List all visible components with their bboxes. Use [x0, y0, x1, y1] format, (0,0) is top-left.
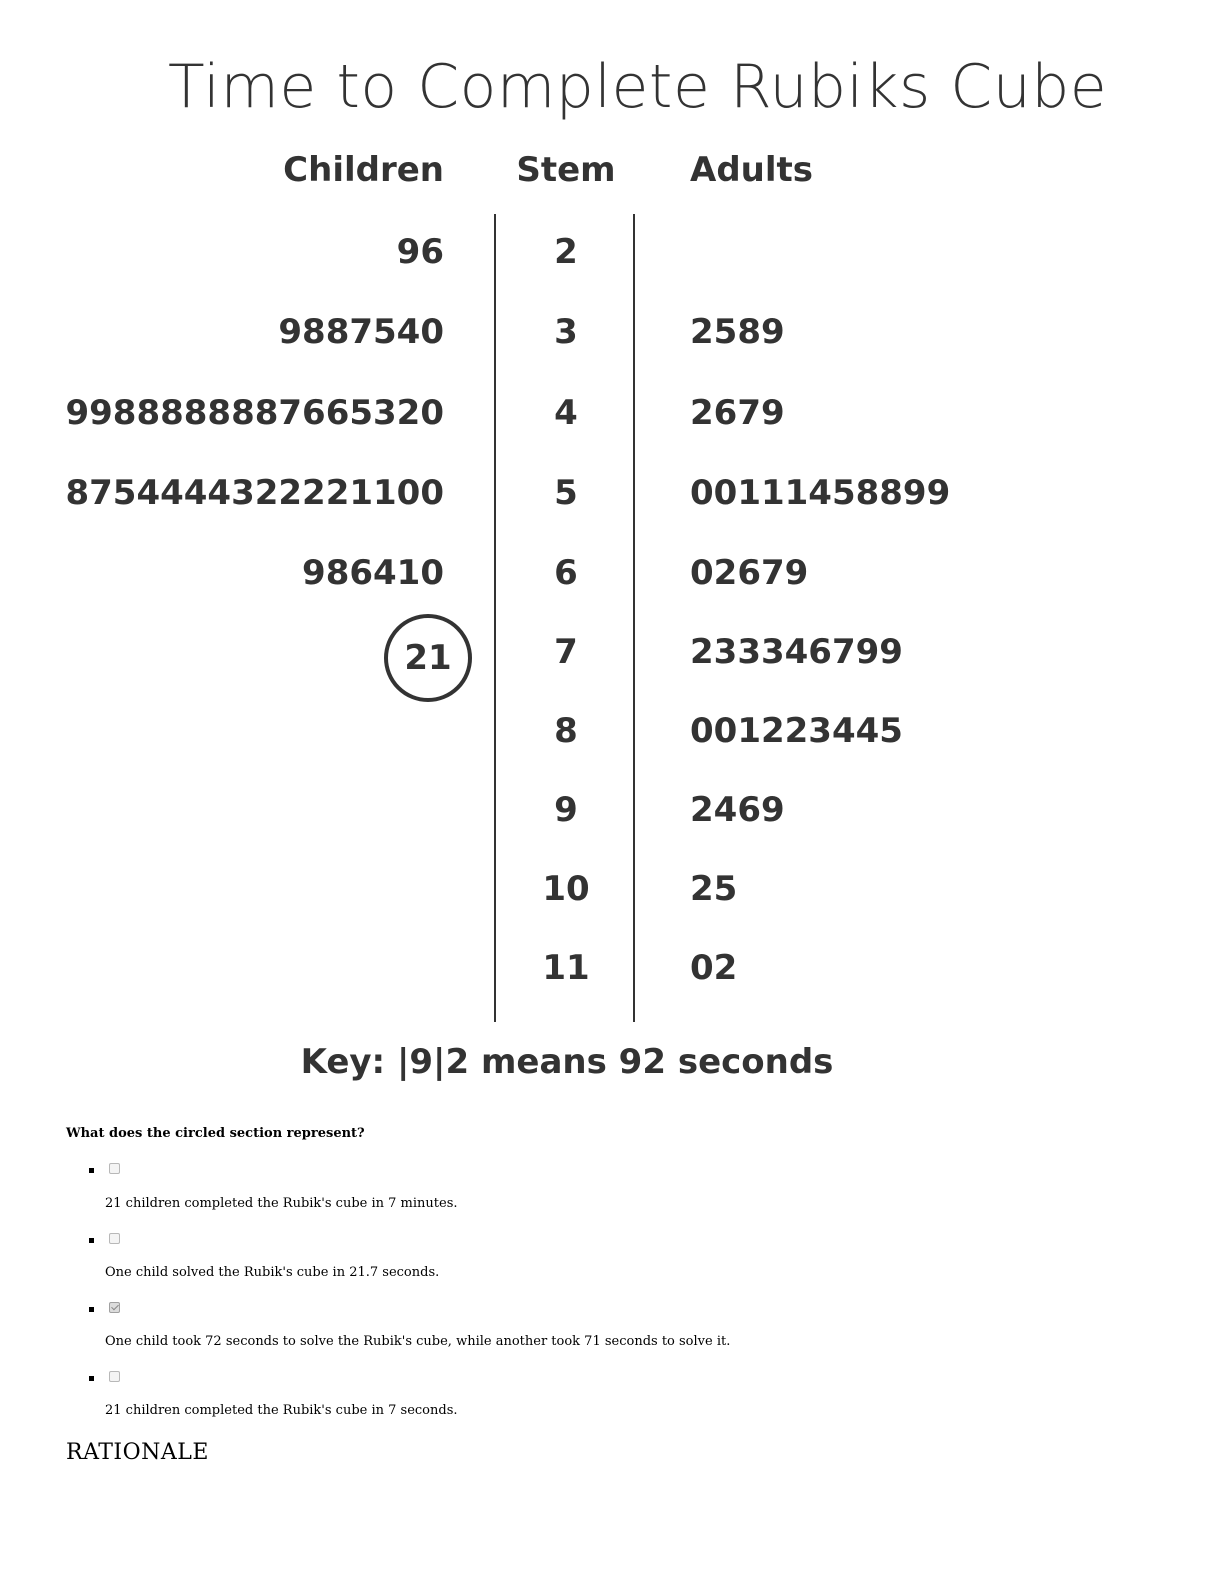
children-column-header: Children: [283, 150, 444, 190]
stem-value: 11: [542, 948, 590, 988]
plot-row-stem-3: [0, 302, 1224, 362]
adults-leaves: 02679: [690, 553, 809, 593]
children-leaves: 9887540: [278, 312, 444, 352]
children-leaves: 9988888887665320: [65, 393, 444, 433]
plot-row-stem-5: [0, 463, 1224, 523]
answer-option-text: One child solved the Rubik's cube in 21.7 seconds.: [105, 1265, 440, 1280]
adults-leaves: 2469: [690, 790, 785, 830]
stem-value: 8: [554, 711, 578, 751]
answer-option-text: 21 children completed the Rubik's cube in 7 seconds.: [105, 1403, 458, 1418]
stem-value: 2: [554, 232, 578, 272]
circled-leaf-marker: [384, 614, 472, 702]
plot-row-stem-9: [0, 780, 1224, 840]
bullet-icon: [89, 1376, 94, 1381]
stem-value: 7: [554, 632, 578, 672]
answer-option-text: One child took 72 seconds to solve the Rubik's cube, while another took 71 seconds to solve it.: [105, 1334, 731, 1349]
adults-leaves: 00111458899: [690, 473, 951, 513]
plot-row-stem-2: [0, 222, 1224, 282]
answer-checkbox-checked[interactable]: [109, 1302, 120, 1313]
children-leaves: 8754444322221100: [65, 473, 444, 513]
plot-title: Time to Complete Rubiks Cube: [168, 52, 1108, 122]
stem-value: 6: [554, 553, 578, 593]
adults-leaves: 001223445: [690, 711, 903, 751]
children-leaves: 96: [396, 232, 444, 272]
adults-leaves: 25: [690, 869, 738, 909]
circled-leaf-value: 21: [404, 638, 452, 678]
stem-value: 5: [554, 473, 578, 513]
bullet-icon: [89, 1238, 94, 1243]
plot-row-stem-11: [0, 938, 1224, 998]
stem-value: 10: [542, 869, 590, 909]
answer-checkbox[interactable]: [109, 1163, 120, 1174]
plot-row-stem-8: [0, 701, 1224, 761]
stem-value: 3: [554, 312, 578, 352]
stem-value: 4: [554, 393, 578, 433]
adults-leaves: 2589: [690, 312, 785, 352]
stem-value: 9: [554, 790, 578, 830]
adults-leaves: 233346799: [690, 632, 903, 672]
plot-row-stem-10: [0, 859, 1224, 919]
adults-leaves: 02: [690, 948, 738, 988]
plot-key: Key: |9|2 means 92 seconds: [300, 1042, 834, 1082]
question-prompt: What does the circled section represent?: [66, 1126, 365, 1141]
adults-leaves: 2679: [690, 393, 785, 433]
children-leaves: 986410: [302, 553, 444, 593]
rationale-heading: RATIONALE: [66, 1440, 209, 1465]
bullet-icon: [89, 1307, 94, 1312]
stem-column-header: Stem: [516, 150, 616, 190]
plot-row-stem-4: [0, 383, 1224, 443]
answer-checkbox[interactable]: [109, 1371, 120, 1382]
bullet-icon: [89, 1168, 94, 1173]
answer-option-text: 21 children completed the Rubik's cube in 7 minutes.: [105, 1196, 458, 1211]
answer-checkbox[interactable]: [109, 1233, 120, 1244]
adults-column-header: Adults: [690, 150, 814, 190]
plot-row-stem-6: [0, 543, 1224, 603]
plot-row-stem-7: [0, 622, 1224, 682]
